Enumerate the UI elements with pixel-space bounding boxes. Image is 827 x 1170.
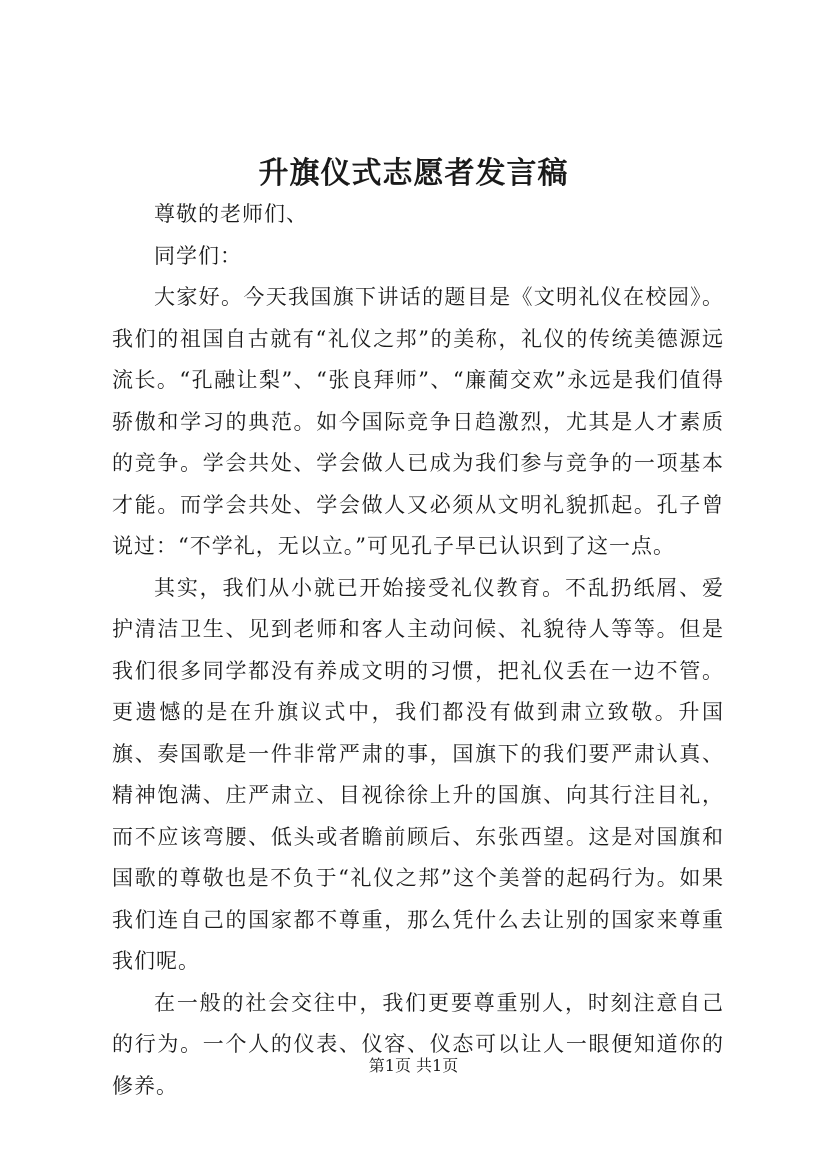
salutation-students: 同学们： — [154, 243, 242, 268]
salutation-teachers: 尊敬的老师们、 — [154, 202, 308, 226]
document-body — [112, 194, 724, 1107]
paragraph-flag-ceremony: 其实，我们从小就已开始接受礼仪教育。不乱扔纸屑、爱护清洁卫生、见到老师和客人主动问候、礼貌待人等等。但是我们很多同学都没有养成文明的习惯，把礼仪丢在一边不管。更遗憾的是在升旗议式中，我们都没有做到肃立致敬。升国旗、奏国歌是一件非常严肃的事，国旗下的我们要严肃认真、精神饱满、庄严肃立、目视徐徐上升的国旗、向其行注目礼，而不应该弯腰、低头或者瞻前顾后、东张西望。这是对国旗和国歌的尊敬也是不负于“礼仪之邦”这个美誉的起码行为。如果我们连自己的国家都不尊重，那么凭什么去让别的国家来尊重我们呢。 — [112, 575, 724, 973]
page-footer: 第1页 共1页 — [368, 1056, 459, 1075]
paragraph-intro: 大家好。今天我国旗下讲话的题目是《文明礼仪在校园》。我们的祖国自古就有“礼仪之邦”的美称，礼仪的传统美德源远流长。“孔融让梨”、“张良拜师”、“廉蔺交欢”永远是我们值得骄傲和学习的典范。如今国际竞争日趋激烈，尤其是人才素质的竞争。学会共处、学会做人已成为我们参与竞争的一项基本才能。而学会共处、学会做人又必须从文明礼貌抓起。孔子曾说过：“不学礼，无以立。”可见孔子早已认识到了这一点。 — [112, 285, 724, 558]
paragraph-social: 在一般的社会交往中，我们更要尊重别人，时刻注意自己的行为。一个人的仪表、仪容、仪态可以让人一眼便知道你的修养。 — [112, 990, 724, 1098]
document-title: 升旗仪式志愿者发言稿 — [258, 156, 569, 191]
